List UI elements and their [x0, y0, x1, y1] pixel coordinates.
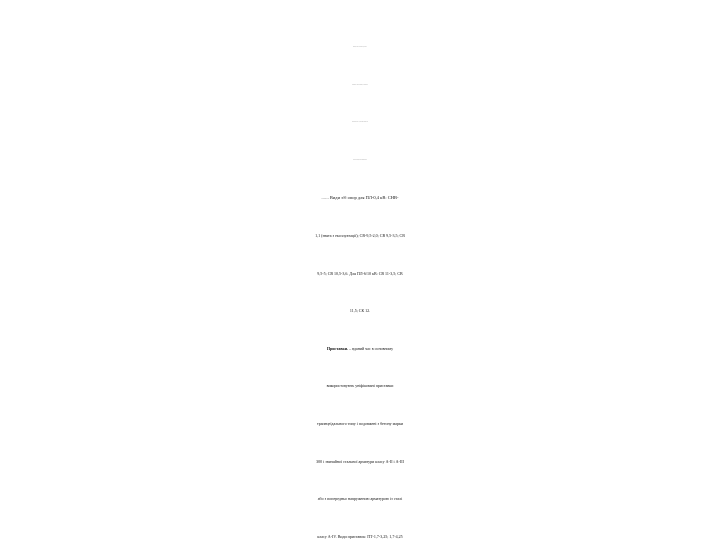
text-line: [0, 480, 720, 518]
text-segment: 9,5-5; СВ 10,5-3,6. Для ПЛ-6/10 кВ: СВ 11-3,5; СВ: [317, 270, 403, 276]
text-segment: використовують уніфіковані приставки: [326, 383, 394, 389]
text-segment: розширення.: [321, 199, 330, 201]
section-heading: Приставки.: [326, 345, 349, 351]
text-line: [0, 67, 720, 105]
text-line: [0, 443, 720, 481]
text-segment: – вданий час в основному: [348, 345, 394, 351]
text-segment: 11,5; СК 12.: [349, 308, 371, 314]
text-line: [0, 104, 720, 142]
text-line: [0, 29, 720, 67]
text-line: [0, 255, 720, 293]
text-segment: класу А-ІV. Види приставок: ПТ-1,7-3,25; 1,7-4,25: [317, 533, 403, 539]
text-line: [0, 330, 720, 368]
text-segment: трапецеїдального типу і подовжені з бетону марки: [316, 420, 404, 426]
text-segment: 1,1 (знята з експлуатації); СВ-9,5-2,0; СВ 9,5-3,5; СВ: [315, 232, 405, 238]
text-segment: або з попередньо напруженою арматурою із сталі: [317, 496, 403, 502]
text-line: [0, 292, 720, 330]
text-line: [0, 217, 720, 255]
text-segment: 300 і звичайної стальної арматури класу А-ІІ і А-ІІІ: [316, 458, 404, 464]
text-line: [0, 179, 720, 217]
text-line: [0, 142, 720, 180]
text-line: [0, 367, 720, 405]
text-body: [0, 29, 720, 555]
text-line: [0, 405, 720, 443]
text-segment: Види з/б опор для ПЛ-0,4 кВ: СНВ-: [329, 195, 399, 201]
text-line: [0, 518, 720, 555]
